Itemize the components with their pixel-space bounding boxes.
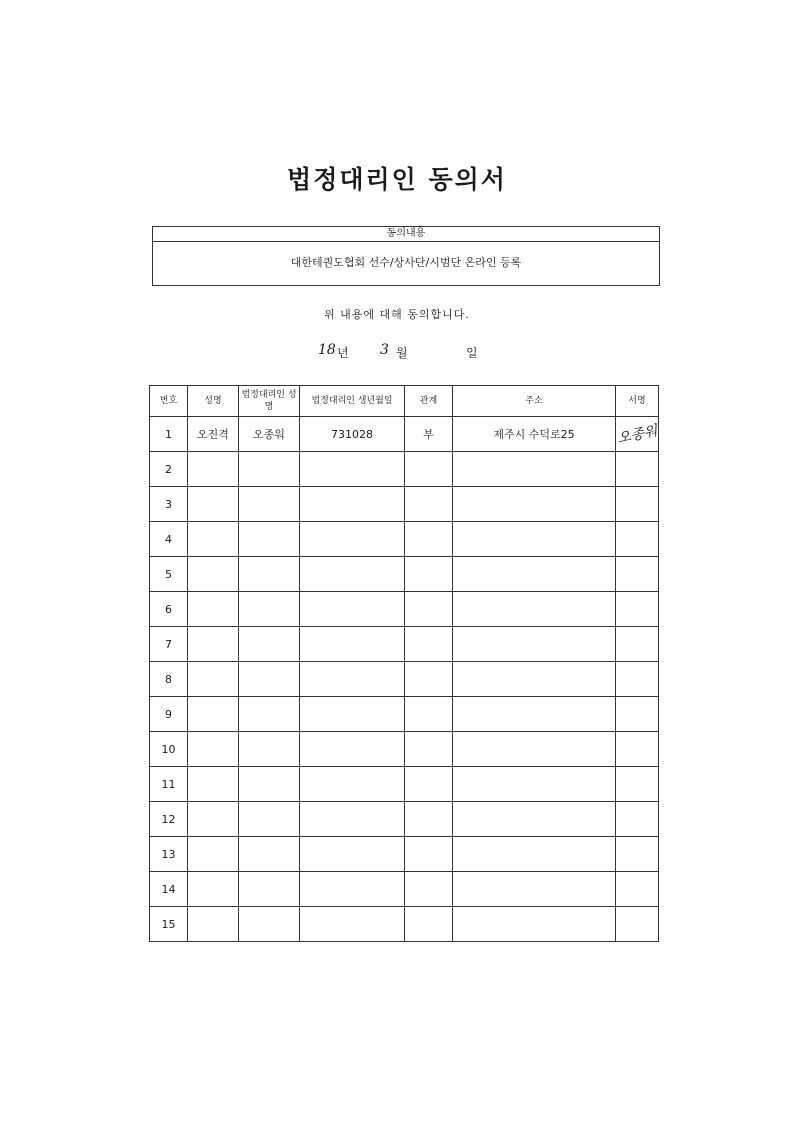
cell-guardian-name	[239, 837, 300, 872]
cell-sign	[616, 487, 659, 522]
cell-guardian-name	[239, 802, 300, 837]
cell-guardian-name	[239, 592, 300, 627]
cell-address	[453, 627, 616, 662]
cell-guardian-birth	[300, 557, 405, 592]
table-row	[150, 697, 659, 732]
header-name: 성명	[188, 386, 239, 417]
cell-sign	[616, 662, 659, 697]
cell-address	[453, 802, 616, 837]
cell-address	[453, 557, 616, 592]
cell-guardian-birth	[300, 872, 405, 907]
cell-relation	[405, 837, 453, 872]
header-guardian-birth: 법정대리인 생년월일	[300, 386, 405, 417]
guardian-table	[149, 385, 659, 942]
handwritten-signature: 오종워	[615, 422, 659, 448]
date-day-label: 일	[466, 346, 478, 360]
cell-relation	[405, 732, 453, 767]
cell-address	[453, 732, 616, 767]
cell-sign	[616, 592, 659, 627]
cell-no: 7	[150, 627, 188, 662]
table-row	[150, 907, 659, 942]
cell-sign	[616, 417, 659, 452]
cell-sign	[616, 557, 659, 592]
cell-no: 15	[150, 907, 188, 942]
document-title: 법정대리인 동의서	[287, 165, 507, 194]
cell-no: 8	[150, 662, 188, 697]
cell-sign	[616, 907, 659, 942]
cell-name	[188, 767, 239, 802]
cell-guardian-birth	[300, 802, 405, 837]
cell-guardian-name	[239, 732, 300, 767]
cell-name	[188, 522, 239, 557]
cell-no: 5	[150, 557, 188, 592]
cell-no: 3	[150, 487, 188, 522]
cell-relation	[405, 522, 453, 557]
header-no: 번호	[150, 386, 188, 417]
cell-guardian-name: 오종워	[239, 417, 300, 452]
cell-guardian-birth	[300, 767, 405, 802]
cell-sign	[616, 872, 659, 907]
date-month-value: 3	[380, 342, 389, 358]
header-sign: 서명	[616, 386, 659, 417]
consent-body: 대한테퀀도협회 선수/상사단/시범단 온라인 등록	[290, 256, 522, 269]
cell-relation	[405, 802, 453, 837]
cell-guardian-birth	[300, 452, 405, 487]
table-row	[150, 417, 659, 452]
cell-guardian-birth	[300, 732, 405, 767]
cell-relation	[405, 487, 453, 522]
header-address: 주소	[453, 386, 616, 417]
cell-no: 11	[150, 767, 188, 802]
cell-no: 4	[150, 522, 188, 557]
date-year-label: 년	[337, 346, 349, 360]
cell-address	[453, 837, 616, 872]
cell-address	[453, 767, 616, 802]
cell-guardian-birth	[300, 592, 405, 627]
cell-sign	[616, 522, 659, 557]
cell-address	[453, 872, 616, 907]
table-header-row	[150, 386, 659, 417]
cell-name	[188, 837, 239, 872]
table-row	[150, 452, 659, 487]
cell-no: 12	[150, 802, 188, 837]
cell-guardian-name	[239, 557, 300, 592]
cell-name	[188, 697, 239, 732]
cell-name	[188, 907, 239, 942]
table-row	[150, 837, 659, 872]
cell-address	[453, 907, 616, 942]
table-row	[150, 522, 659, 557]
cell-guardian-birth	[300, 837, 405, 872]
cell-relation	[405, 557, 453, 592]
cell-sign	[616, 627, 659, 662]
table-row	[150, 872, 659, 907]
cell-guardian-birth	[300, 697, 405, 732]
cell-guardian-birth	[300, 627, 405, 662]
consent-header: 동의내용	[153, 227, 659, 242]
header-relation: 관계	[405, 386, 453, 417]
cell-address	[453, 452, 616, 487]
cell-relation	[405, 452, 453, 487]
cell-sign	[616, 802, 659, 837]
cell-no: 2	[150, 452, 188, 487]
cell-sign	[616, 837, 659, 872]
header-guardian-name: 법정대리인 성명	[239, 386, 300, 417]
table-row	[150, 557, 659, 592]
cell-relation: 부	[405, 417, 453, 452]
cell-guardian-name	[239, 767, 300, 802]
cell-name	[188, 627, 239, 662]
cell-relation	[405, 697, 453, 732]
cell-name	[188, 487, 239, 522]
cell-name	[188, 872, 239, 907]
table-body	[150, 417, 659, 942]
cell-address	[453, 697, 616, 732]
cell-sign	[616, 732, 659, 767]
cell-name: 오진격	[188, 417, 239, 452]
cell-sign	[616, 697, 659, 732]
cell-relation	[405, 872, 453, 907]
cell-relation	[405, 662, 453, 697]
cell-name	[188, 452, 239, 487]
cell-guardian-birth	[300, 522, 405, 557]
cell-no: 1	[150, 417, 188, 452]
cell-relation	[405, 627, 453, 662]
table-row	[150, 627, 659, 662]
cell-sign	[616, 452, 659, 487]
cell-no: 10	[150, 732, 188, 767]
cell-sign	[616, 767, 659, 802]
table-row	[150, 487, 659, 522]
cell-guardian-name	[239, 907, 300, 942]
table-row	[150, 767, 659, 802]
table-row	[150, 802, 659, 837]
cell-guardian-name	[239, 487, 300, 522]
cell-name	[188, 732, 239, 767]
cell-no: 13	[150, 837, 188, 872]
cell-guardian-birth: 731028	[300, 417, 405, 452]
cell-guardian-name	[239, 627, 300, 662]
cell-relation	[405, 907, 453, 942]
table-row	[150, 732, 659, 767]
cell-relation	[405, 767, 453, 802]
cell-address	[453, 662, 616, 697]
cell-guardian-name	[239, 522, 300, 557]
cell-no: 9	[150, 697, 188, 732]
cell-address	[453, 592, 616, 627]
date-line	[0, 344, 794, 364]
cell-address	[453, 487, 616, 522]
cell-name	[188, 662, 239, 697]
cell-address: 제주시 수덕로25	[453, 417, 616, 452]
cell-name	[188, 592, 239, 627]
cell-guardian-name	[239, 872, 300, 907]
table-row	[150, 662, 659, 697]
cell-guardian-birth	[300, 907, 405, 942]
cell-guardian-birth	[300, 662, 405, 697]
date-month-label: 월	[396, 346, 408, 360]
cell-guardian-name	[239, 697, 300, 732]
cell-address	[453, 522, 616, 557]
cell-relation	[405, 592, 453, 627]
cell-name	[188, 802, 239, 837]
consent-box	[152, 226, 660, 286]
cell-guardian-name	[239, 452, 300, 487]
table-row	[150, 592, 659, 627]
agreement-text: 위 내용에 대해 동의합니다.	[324, 308, 470, 321]
cell-name	[188, 557, 239, 592]
cell-no: 14	[150, 872, 188, 907]
cell-no: 6	[150, 592, 188, 627]
cell-guardian-name	[239, 662, 300, 697]
date-year-value: 18	[318, 342, 336, 358]
cell-guardian-birth	[300, 487, 405, 522]
